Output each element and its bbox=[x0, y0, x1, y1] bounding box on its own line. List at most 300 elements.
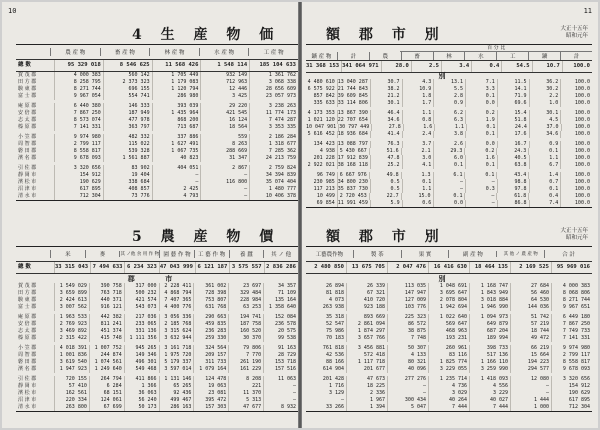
table-cell: 2 078 804 bbox=[428, 297, 469, 304]
table-cell: 3 353 335 bbox=[249, 124, 298, 131]
header-group: 百 分 比 bbox=[400, 45, 592, 52]
table-cell: 569 647 bbox=[428, 321, 469, 328]
table-cell: 81 818 bbox=[325, 290, 344, 296]
header-cell: 水 産 物 bbox=[199, 48, 249, 56]
table-cell: 51.6 bbox=[369, 148, 401, 155]
table-cell: 294 577 bbox=[510, 366, 551, 373]
table-cell: 0.3 bbox=[465, 186, 497, 193]
table-cell: 1 975 720 bbox=[159, 352, 194, 359]
table-cell: 29.3 bbox=[433, 148, 465, 155]
header-cell: 計 bbox=[337, 52, 369, 60]
table-cell: 63 253 bbox=[228, 304, 263, 311]
table-row bbox=[16, 172, 298, 179]
table-cell: 總 數 bbox=[18, 264, 31, 270]
table-cell: 1 179 083 bbox=[152, 79, 201, 86]
table-cell: 54.5 bbox=[501, 61, 531, 72]
table-cell: 100.0 bbox=[560, 155, 592, 162]
table-row bbox=[306, 352, 592, 359]
era-line: 昭和元年 bbox=[565, 32, 588, 39]
table-cell: 68 151 bbox=[89, 390, 124, 397]
table-cell: 2 185 768 bbox=[159, 321, 194, 328]
table-cell: 50 307 bbox=[387, 345, 428, 352]
table-row bbox=[16, 376, 298, 383]
table-cell: 3.7 bbox=[402, 141, 434, 148]
table-cell: 3 575 557 bbox=[229, 262, 263, 273]
table-row bbox=[16, 155, 298, 162]
table-cell: 71 109 bbox=[263, 290, 298, 297]
era-line: 大正十五年 bbox=[560, 26, 588, 32]
table-cell: 157 516 bbox=[263, 366, 298, 373]
table-cell: 50 173 bbox=[124, 404, 159, 411]
table-cell: 13 867 390 bbox=[337, 110, 368, 116]
table-cell: 6.7 bbox=[529, 162, 561, 169]
table-cell: 7 474 287 bbox=[249, 117, 298, 124]
table-cell: 0.9 bbox=[529, 141, 561, 148]
table-cell: 361 002 bbox=[193, 283, 228, 290]
table-row bbox=[16, 366, 298, 373]
table-cell: 67 321 bbox=[346, 290, 387, 297]
table-cell: 2 228 411 bbox=[159, 283, 194, 290]
table-cell: 2 373 323 bbox=[103, 79, 152, 86]
table-cell: — bbox=[510, 383, 551, 390]
table-cell: 393 039 bbox=[152, 103, 201, 110]
table-cell: 22.7 bbox=[369, 193, 401, 200]
table-row bbox=[306, 172, 592, 179]
header-cell: 工 藝 作 物 bbox=[194, 250, 229, 258]
table-cell: 11 370 bbox=[228, 390, 263, 397]
table-cell: 清 水 市 bbox=[18, 404, 37, 410]
table-cell: 田 方 郡 bbox=[18, 79, 37, 85]
table-cell: 1 963 533 bbox=[54, 314, 89, 321]
table-cell: 7 141 331 bbox=[54, 124, 103, 131]
table-cell: 324 564 bbox=[193, 345, 228, 352]
table-cell: 庵 原 郡 bbox=[18, 103, 37, 109]
table-cell: 33 114 806 bbox=[337, 100, 368, 106]
table-cell: 1 480 777 bbox=[249, 186, 298, 193]
table-cell: 3 659 899 bbox=[54, 290, 89, 297]
table-cell: 154 912 bbox=[551, 383, 592, 390]
table-cell: 6 284 bbox=[89, 383, 124, 390]
table-cell: 572 418 bbox=[346, 352, 387, 359]
table-cell: 磐 田 郡 bbox=[18, 148, 37, 154]
table-cell: 201 677 bbox=[346, 366, 387, 373]
table-row bbox=[306, 376, 592, 383]
table-cell: 1 318 677 bbox=[249, 141, 298, 148]
table-cell: 4 018 391 bbox=[54, 345, 89, 352]
table-cell: 10 406 378 bbox=[249, 193, 298, 200]
table-row bbox=[16, 290, 298, 297]
table-cell: 649 879 bbox=[469, 321, 510, 328]
table-cell: 17.6 bbox=[497, 131, 529, 138]
table-cell: 1.3 bbox=[401, 172, 433, 179]
table-cell: 1 366 bbox=[124, 383, 159, 390]
table-cell: 9 678 093 bbox=[551, 366, 592, 373]
table-cell: 34 357 bbox=[263, 283, 298, 290]
header-cell: 工 bbox=[496, 52, 528, 60]
table-row bbox=[306, 155, 592, 162]
page-number-left: 10 bbox=[8, 7, 17, 15]
table-cell: 3.0 bbox=[402, 155, 434, 162]
table-cell: 932 149 bbox=[200, 72, 249, 79]
table-row bbox=[306, 124, 592, 131]
header-cell: 果 實 bbox=[401, 250, 449, 258]
table-cell: 100.0 bbox=[560, 100, 592, 107]
left-page bbox=[2, 2, 298, 428]
table-cell: 2.2 bbox=[529, 93, 561, 100]
table-cell: 29 220 bbox=[200, 103, 249, 110]
table-cell: 6.1 bbox=[433, 172, 465, 179]
table-cell: 3.3 bbox=[465, 86, 497, 93]
table4-right bbox=[306, 44, 592, 208]
table-cell: 753 807 bbox=[193, 297, 228, 304]
table-cell: 5.9 bbox=[370, 200, 402, 207]
table-row bbox=[306, 359, 592, 366]
table-row bbox=[16, 352, 298, 359]
table-cell: 13 040 287 bbox=[337, 79, 368, 85]
table-cell: 1 094 973 bbox=[469, 314, 510, 321]
table-row bbox=[16, 93, 298, 100]
table-row bbox=[16, 328, 298, 335]
table-cell: 1 022 640 bbox=[428, 314, 469, 321]
table-cell: 田 方 郡 bbox=[18, 290, 37, 296]
table-row bbox=[306, 100, 592, 107]
table-cell: 8 208 bbox=[228, 376, 263, 383]
table-cell: 0.5 bbox=[370, 186, 402, 193]
table-cell: 66 219 bbox=[510, 345, 551, 352]
table-cell: 228 984 bbox=[228, 297, 263, 304]
table-cell: 259 330 bbox=[193, 335, 228, 342]
table-cell: 3 029 bbox=[428, 390, 469, 397]
table-cell: 395 472 bbox=[193, 397, 228, 404]
table-cell: 2 169 525 bbox=[510, 262, 551, 273]
table-row bbox=[306, 321, 592, 328]
table-cell: 1 111 356 bbox=[124, 335, 159, 342]
table-cell: 駿 東 郡 bbox=[18, 297, 37, 303]
table-cell: 1.1 bbox=[529, 155, 561, 162]
table-cell: 0.8 bbox=[402, 117, 434, 124]
table-cell: 35 837 730 bbox=[337, 186, 368, 192]
table-cell: 3.4 bbox=[441, 61, 471, 72]
table-cell: 500 232 bbox=[124, 290, 159, 297]
table-cell: 濱 松 市 bbox=[18, 390, 37, 396]
table-cell: 21 744 843 bbox=[337, 86, 368, 92]
era-line: 昭和元年 bbox=[565, 234, 588, 241]
table-cell: 162 561 bbox=[54, 390, 89, 397]
table-cell: 引 佐 郡 bbox=[18, 376, 37, 382]
table-cell: 8 558 817 bbox=[551, 359, 592, 366]
table-cell: 6.0 bbox=[433, 155, 465, 162]
table-cell: 0.4 bbox=[471, 61, 501, 72]
table-cell: 65 265 bbox=[159, 383, 194, 390]
table-cell: 2 336 bbox=[346, 390, 387, 397]
table-cell: — bbox=[200, 193, 249, 200]
table-cell: 51 742 bbox=[510, 314, 551, 321]
table-cell: 261 190 bbox=[228, 359, 263, 366]
table-cell: — bbox=[200, 186, 249, 193]
table-cell: 75 986 bbox=[325, 328, 344, 334]
table-cell: 617 895 bbox=[54, 186, 103, 193]
table-row bbox=[16, 314, 298, 321]
table-cell: 8 263 bbox=[200, 141, 249, 148]
table-cell: 338 684 bbox=[103, 179, 152, 186]
table-cell: 5 616 452 bbox=[307, 131, 335, 137]
table-cell: 16 416 630 bbox=[428, 262, 469, 273]
table-cell: 61.8 bbox=[496, 193, 528, 200]
table-cell: 811 241 bbox=[89, 321, 124, 328]
table-cell: 1.6 bbox=[465, 155, 497, 162]
table-cell: 47.8 bbox=[370, 155, 402, 162]
table-cell: 25.2 bbox=[370, 162, 402, 169]
table-cell: 7 748 bbox=[387, 335, 428, 342]
table-cell: 24 213 759 bbox=[249, 155, 298, 162]
table-cell: 1 074 561 bbox=[89, 359, 124, 366]
table-cell: 100.0 bbox=[560, 131, 592, 138]
table-cell: 236 283 bbox=[193, 328, 228, 335]
table-cell: 33 266 bbox=[325, 404, 344, 410]
table-cell: 6.2 bbox=[433, 110, 465, 117]
table-row bbox=[16, 110, 298, 117]
table-cell: 100.0 bbox=[560, 179, 592, 186]
table-row bbox=[306, 304, 592, 311]
table-cell: 8 932 bbox=[263, 404, 298, 411]
table-cell: 868 200 bbox=[152, 117, 201, 124]
table-cell: 0.1 bbox=[529, 186, 561, 193]
table-row bbox=[306, 345, 592, 352]
table-cell: 1.0 bbox=[529, 100, 561, 107]
table-cell: 39 609 845 bbox=[337, 93, 368, 99]
table5r-era bbox=[560, 228, 588, 241]
table-cell: 1 235 714 bbox=[428, 376, 469, 383]
table-cell: 76.3 bbox=[370, 141, 402, 148]
table-cell: 20 575 bbox=[263, 328, 298, 335]
table-cell: 1 001 836 bbox=[54, 352, 89, 359]
header-cell: 副 産 物 bbox=[448, 250, 496, 258]
table-cell: 236 578 bbox=[263, 321, 298, 328]
table-cell: 3 161 718 bbox=[159, 345, 194, 352]
table-cell: 560 142 bbox=[103, 72, 152, 79]
table-cell: 0.9 bbox=[433, 100, 465, 107]
table-cell: 893 669 bbox=[346, 314, 387, 321]
header-cell: 畜 産 物 bbox=[100, 48, 150, 56]
table-cell: 40 264 bbox=[428, 397, 469, 404]
table-cell: 0.1 bbox=[464, 172, 496, 179]
table-cell: 0.1 bbox=[465, 93, 497, 100]
table-cell: — bbox=[152, 179, 201, 186]
table-cell: 46.4 bbox=[370, 110, 402, 117]
table-cell: 4.1 bbox=[402, 162, 434, 169]
table-cell: 8 558 817 bbox=[54, 148, 103, 155]
table-cell: 146 333 bbox=[103, 103, 152, 110]
table-row bbox=[306, 397, 592, 404]
table-cell: 2.1 bbox=[401, 148, 433, 155]
table-cell: 34.6 bbox=[370, 117, 402, 124]
table-row bbox=[306, 383, 592, 390]
table-row bbox=[16, 304, 298, 311]
table-cell: 沼 津 市 bbox=[18, 397, 37, 403]
table-cell: 0.7 bbox=[529, 179, 561, 186]
table-cell: 6 121 187 bbox=[195, 262, 229, 273]
table-cell: 410 720 bbox=[346, 297, 387, 304]
table-cell: 341 064 971 bbox=[341, 61, 380, 72]
table-cell: 100.0 bbox=[561, 124, 593, 131]
table-row bbox=[16, 141, 298, 148]
table-cell: 1 561 887 bbox=[103, 155, 152, 162]
table-row bbox=[16, 359, 298, 366]
table-cell: 100.0 bbox=[560, 79, 592, 86]
table-cell: 98.8 bbox=[497, 179, 529, 186]
table-cell: 1 131 146 bbox=[159, 376, 194, 383]
table5-total-row bbox=[16, 262, 298, 274]
table-cell: 濱 松 市 bbox=[18, 179, 37, 185]
table-cell: 442 382 bbox=[89, 314, 124, 321]
table-cell: 9 974 980 bbox=[551, 345, 592, 352]
table-cell: 4 938 bbox=[319, 148, 335, 154]
table5r-body bbox=[306, 283, 592, 411]
table-cell: 0.0 bbox=[433, 200, 465, 207]
table-row bbox=[16, 397, 298, 404]
table-cell: 100.0 bbox=[560, 117, 592, 124]
table-cell: 244 874 bbox=[89, 352, 124, 359]
table-cell: 9 967 651 bbox=[551, 304, 592, 311]
table-cell: 沼 津 市 bbox=[18, 186, 37, 192]
table-cell: 15.0 bbox=[401, 193, 433, 200]
table-cell: 26 894 bbox=[325, 283, 344, 289]
table-cell: 100.0 bbox=[560, 148, 592, 155]
table-cell: 617 895 bbox=[551, 397, 592, 404]
table-row bbox=[306, 283, 592, 290]
table-cell: 38 875 bbox=[387, 328, 428, 335]
table-cell: 38 168 118 bbox=[337, 162, 368, 168]
table-cell: 榛 原 郡 bbox=[18, 124, 37, 130]
table-cell: 5.5 bbox=[433, 86, 465, 93]
table-cell: 149 346 bbox=[124, 352, 159, 359]
table-cell: 30.1 bbox=[529, 110, 561, 117]
table-cell: 3 129 bbox=[328, 390, 344, 396]
table-cell: 11 991 459 bbox=[337, 200, 368, 206]
table-cell: 720 155 bbox=[54, 376, 89, 383]
table-row bbox=[306, 186, 592, 193]
table-cell: 8 258 795 bbox=[54, 79, 103, 86]
header-cell: 林 bbox=[433, 52, 465, 60]
table-cell: 1 117 718 bbox=[346, 359, 387, 366]
table-cell: 9 967 054 bbox=[54, 93, 103, 100]
table-cell: 0.1 bbox=[465, 131, 497, 138]
table-cell: 3 469 892 bbox=[54, 328, 89, 335]
table4r-body bbox=[306, 79, 592, 207]
table-cell: 103 776 bbox=[387, 304, 428, 311]
table-cell: 543 073 bbox=[124, 304, 159, 311]
table-cell: 28.0 bbox=[381, 61, 411, 72]
table-cell: 499 467 bbox=[159, 397, 194, 404]
table-cell: 404 051 bbox=[152, 165, 201, 172]
table-cell: 49 472 bbox=[510, 335, 551, 342]
table-cell: 482 332 bbox=[103, 134, 152, 141]
table-cell: 周 智 郡 bbox=[18, 141, 37, 147]
table-cell: — bbox=[263, 383, 298, 390]
table-row bbox=[16, 283, 298, 290]
table-cell: 64 530 bbox=[510, 297, 551, 304]
table-cell: 3 632 944 bbox=[159, 335, 194, 342]
table5r-subhead: 別 bbox=[438, 274, 460, 283]
table-cell: 榛 原 郡 bbox=[18, 335, 37, 341]
table-cell: 290 663 bbox=[193, 314, 228, 321]
table-cell: 4 556 bbox=[469, 383, 510, 390]
table-cell: 28 729 bbox=[263, 352, 298, 359]
table-cell: 1 435 964 bbox=[152, 110, 201, 117]
table-cell: 8 546 625 bbox=[103, 60, 152, 71]
table-cell: 221 bbox=[228, 383, 263, 390]
header-cell: 水 bbox=[464, 52, 496, 60]
header-cell: 鑛 産 物 bbox=[311, 54, 332, 60]
table-cell: 4 736 bbox=[428, 383, 469, 390]
table-cell: 459 835 bbox=[193, 321, 228, 328]
table-cell: 79 806 bbox=[228, 345, 263, 352]
table-cell: 451 374 bbox=[89, 328, 124, 335]
table4r-era bbox=[560, 26, 588, 39]
table-cell: 志 太 郡 bbox=[18, 117, 37, 123]
table-cell: — bbox=[263, 397, 298, 404]
table-row bbox=[306, 117, 592, 124]
table-cell: 1 874 297 bbox=[346, 328, 387, 335]
table-cell: 5 047 bbox=[387, 404, 428, 411]
table-cell: 47 673 bbox=[346, 376, 387, 383]
table-cell: 0.2 bbox=[464, 148, 496, 155]
table-cell: 24.3 bbox=[496, 148, 528, 155]
table-cell: 127 009 bbox=[387, 297, 428, 304]
table-row bbox=[306, 131, 592, 138]
table-cell: 2.8 bbox=[433, 93, 465, 100]
table-cell: 408 857 bbox=[103, 186, 152, 193]
table-cell: 36.2 bbox=[529, 79, 561, 86]
table-cell: 27 684 bbox=[510, 283, 551, 290]
table-cell: 73 776 bbox=[103, 193, 152, 200]
table-row bbox=[306, 200, 592, 207]
table-cell: 1.6 bbox=[403, 124, 435, 131]
table-cell: 0.6 bbox=[402, 200, 434, 207]
table-cell: 富 士 郡 bbox=[18, 93, 37, 99]
table-cell: 2 759 824 bbox=[249, 165, 298, 172]
table4-body bbox=[16, 72, 298, 200]
table-row bbox=[306, 390, 592, 397]
table-cell: 335 633 bbox=[313, 100, 335, 106]
table-row bbox=[306, 179, 592, 186]
table-cell: 160 520 bbox=[228, 328, 263, 335]
table-cell: 185 104 633 bbox=[249, 60, 298, 71]
table-cell: 70 183 bbox=[325, 335, 344, 341]
table-cell: 1.1 bbox=[402, 110, 434, 117]
table-cell: 10 047 901 bbox=[306, 124, 337, 130]
table-cell: 30 797 449 bbox=[339, 124, 370, 130]
table-cell: 83 116 bbox=[428, 352, 469, 359]
table-cell: 1 394 bbox=[346, 404, 387, 411]
table-cell: 100.0 bbox=[560, 186, 592, 193]
table-cell: 6 575 922 bbox=[307, 86, 335, 92]
table-cell: 440 371 bbox=[89, 297, 124, 304]
table-cell: 8 271 744 bbox=[551, 297, 592, 304]
table-cell: 小 笠 郡 bbox=[18, 134, 37, 140]
table5r-title: 額 郡 市 別 bbox=[326, 229, 446, 245]
table-cell: 1 120 794 bbox=[152, 86, 201, 93]
table-row bbox=[306, 328, 592, 335]
table-cell: 100.0 bbox=[560, 86, 592, 93]
table-cell: — bbox=[200, 172, 249, 179]
table-cell: 18 564 bbox=[200, 124, 249, 131]
table-row bbox=[306, 141, 592, 148]
open-book bbox=[2, 2, 598, 428]
header-cell: 製 茶 bbox=[353, 250, 401, 258]
table-cell: 264 794 bbox=[89, 376, 124, 383]
header-cell: 畜 bbox=[401, 52, 433, 60]
